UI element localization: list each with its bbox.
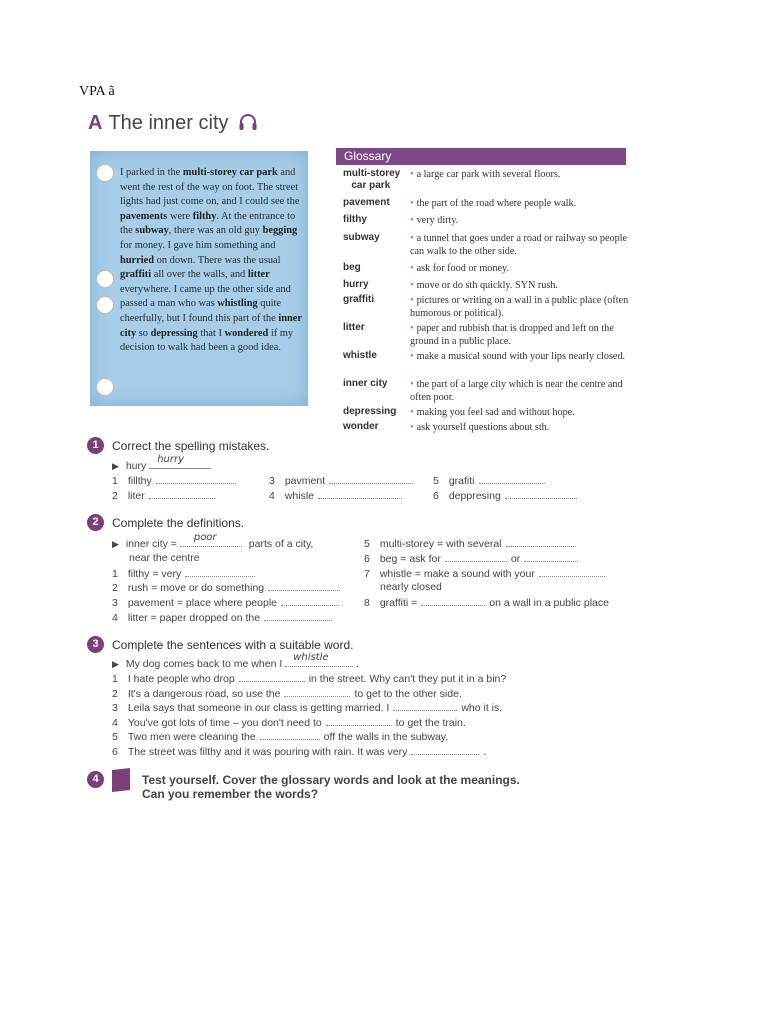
passage-segment: . At the entrance to the [120,210,296,237]
definition-prompt: beg = ask for [379,553,441,565]
bullet-icon: • [410,215,414,226]
misspelled-word: liter [127,490,145,502]
glossary-word: hurry [343,279,369,290]
item-number: 5 [364,538,370,550]
definition-prompt: multi-storey = with several [379,538,502,550]
passage-segment: on down. There was the usual [154,254,281,266]
glossary-word: inner city [343,378,388,389]
answer-blank[interactable] [539,567,605,577]
passage-segment: so [136,327,151,339]
answer-blank[interactable] [421,596,485,606]
example-answer: poor [193,532,217,543]
glossary-word: wonder [343,421,379,432]
glossary-definition [410,322,630,348]
definition-text: pictures or writing on a wall in a public place (often humorous or political). [410,295,629,319]
glossary-word-highlight: hurried [120,254,155,266]
bullet-icon: • [410,422,414,433]
glossary-word-highlight: multi-storey car park [182,167,278,178]
item-number: 2 [112,490,118,502]
answer-blank[interactable] [149,489,215,499]
glossary-word: whistle [343,350,377,361]
example-answer-field[interactable] [180,532,242,547]
glossary-word-highlight: depressing [150,327,198,339]
exercise-1-item [433,474,549,487]
passage-segment: all over the walls, and [151,269,248,281]
glossary-word: filthy [343,214,367,225]
definition-text: the part of the road where people walk. [416,198,577,209]
item-number: 7 [364,568,370,580]
sentence-start: It's a dangerous road, so use the [127,687,281,700]
definition-prompt: graffiti = [379,597,418,609]
exercise-1-number: 1 [87,437,104,454]
definition-text: a large car park with several floors. [416,169,561,180]
bullet-icon: • [410,169,414,180]
exercise-4-line-1: Test yourself. Cover the glossary words and look at the meanings. [142,773,520,787]
glossary-definition [410,294,630,320]
definition-connector: or [510,553,521,565]
bullet-icon: • [410,280,414,291]
headphones-icon [238,113,258,131]
sentence-start: You've got lots of time – you don't need to [127,716,322,729]
bullet-icon: • [410,198,414,209]
sentence-end: in the street. Why can't they put it in a bin? [308,673,507,685]
exercise-1-item [269,489,406,502]
passage-segment: that I [197,327,225,339]
definition-text: move or do sth quickly. SYN rush. [416,280,558,291]
answer-blank[interactable] [329,474,413,484]
glossary-title: Glossary [344,149,392,163]
exercise-2-item [364,567,609,580]
section-letter: A [88,112,103,134]
book-icon [112,768,130,792]
definition-prompt: rush = move or do something [127,582,265,594]
item-number: 3 [112,597,118,609]
item-number: 6 [433,490,439,502]
exercise-1-title: Correct the spelling mistakes. [112,439,270,453]
glossary-word: beg [343,262,361,273]
answer-blank[interactable] [326,716,392,726]
example-suffix: . [356,658,360,670]
binder-hole [96,296,114,314]
exercise-1-item [433,489,581,502]
definition-text: ask for food or money. [416,263,509,274]
example-answer: whistle [293,652,329,663]
definition-prompt: litter = paper dropped on the [127,612,261,624]
example-answer: hurry [157,454,185,465]
exercise-2-item [112,567,259,580]
sentence-end: to get the train. [395,716,466,729]
arrow-icon: ▶ [112,659,119,669]
glossary-word: graffiti [343,294,375,305]
exercise-1-example [112,454,211,472]
glossary-word: multi-storey car park [343,168,401,191]
exercise-2-example-cont: near the centre [129,552,200,564]
item-number: 1 [112,475,118,487]
passage-segment: and went the rest of the way on foot. The street lights had just come on, and I could see the [120,167,300,208]
glossary-word-highlight: whistling [217,298,258,310]
glossary-word-highlight: begging [262,225,298,237]
item-number: 2 [112,582,118,594]
glossary-word: subway [343,232,380,243]
answer-blank[interactable] [393,701,457,711]
example-suffix: parts of a city, [248,538,314,550]
answer-blank[interactable] [284,687,350,697]
item-number: 1 [112,673,118,685]
glossary-definition [410,406,630,419]
answer-blank[interactable] [264,611,332,621]
misspelled-word: deppresing [448,490,501,502]
exercise-3-item [112,701,502,714]
glossary-definition [410,279,630,292]
glossary-word: depressing [343,406,397,417]
glossary-definition [410,421,630,434]
passage-segment: were [167,210,193,222]
glossary-word-highlight: subway [135,225,169,237]
glossary-word-highlight: filthy [192,210,217,222]
example-answer-field[interactable] [149,454,211,469]
glossary-word-highlight: litter [247,269,270,281]
passage-segment: I parked in the [120,167,183,178]
answer-blank[interactable] [260,730,320,740]
example-prefix: inner city = [125,538,177,550]
item-number: 8 [364,597,370,609]
exercise-3-item [112,672,506,685]
glossary-word: litter [343,322,365,333]
glossary-definition [410,262,630,275]
exercise-3-number: 3 [87,636,104,653]
answer-blank[interactable] [239,672,305,682]
exercise-3-item [112,716,466,729]
item-number: 3 [269,475,275,487]
section-title-text: The inner city [108,112,229,134]
exercise-2-item-cont: nearly closed [380,581,442,593]
misspelled-word: fillthy [127,475,152,487]
exercise-3-example [112,652,360,670]
exercise-1-item [112,474,240,487]
passage-segment: quite cheerfully, but I found this part of the [120,298,282,324]
exercise-2-number: 2 [87,514,104,531]
sentence-start: I hate people who drop [127,673,235,685]
definition-suffix: on a wall in a public place [489,597,609,609]
exercise-3-title: Complete the sentences with a suitable word. [112,638,354,652]
glossary-word-highlight: graffiti [120,269,152,281]
exercise-3-item [112,687,462,700]
glossary-definition [410,197,630,210]
definition-text: making you feel sad and without hope. [416,407,575,418]
exercise-2-item [112,611,336,624]
glossary-definition [410,232,630,258]
exercise-1-item [112,489,219,502]
glossary-word-highlight: pavements [120,210,168,222]
exercise-2-item [112,596,343,609]
answer-blank[interactable] [318,489,402,499]
answer-blank[interactable] [479,474,545,484]
exercise-2-item [364,537,580,550]
answer-blank[interactable] [411,745,479,755]
exercise-2-item [364,596,609,609]
definition-text: paper and rubbish that is dropped and left on the ground in a public place. [410,323,614,347]
passage-segment: if my decision to walk had been a good idea. [120,327,294,354]
definition-text: a tunnel that goes under a road or railway so people can walk to the other side. [410,233,628,257]
definition-prompt: filthy = very [127,568,182,580]
passage-segment: for money. I gave him something and [120,239,276,251]
passage-segment: , there was an old guy [168,225,263,237]
glossary-definition [410,168,630,181]
exercise-3-item [112,745,486,758]
item-number: 4 [112,716,118,729]
answer-blank[interactable] [185,567,255,577]
definition-prompt: pavement = place where people [127,597,277,609]
definition-text: make a musical sound with your lips nearly closed. [416,351,626,362]
sentence-start: Leila says that someone in our class is getting married. I [127,702,390,715]
bullet-icon: • [410,351,414,362]
glossary-definition [410,378,630,404]
glossary-word: pavement [343,197,390,208]
answer-blank[interactable] [505,489,577,499]
bullet-icon: • [410,233,414,244]
glossary-definition [410,350,630,363]
answer-blank[interactable] [156,474,236,484]
arrow-icon: ▶ [112,461,119,471]
exercise-4-line-2: Can you remember the words? [142,787,319,801]
item-number: 5 [433,475,439,487]
header-code: VPA ã [79,84,115,99]
glossary-word-highlight: inner city [120,312,302,339]
exercise-2-item [364,552,582,565]
example-word: hury [125,460,147,472]
item-number: 6 [112,746,118,758]
item-number: 4 [112,612,118,624]
item-number: 4 [269,490,275,502]
answer-blank[interactable] [268,581,340,591]
bullet-icon: • [410,295,414,306]
definition-text: ask yourself questions about sth. [416,422,550,433]
misspelled-word: pavment [284,475,326,487]
glossary-word-highlight: wondered [224,327,269,339]
sentence-start: The street was filthy and it was pouring with rain. It was very [127,746,408,758]
exercise-1-item [269,474,417,487]
binder-hole [96,164,114,182]
item-number: 3 [112,702,118,715]
answer-blank[interactable] [445,552,507,562]
reading-passage-text [120,166,306,356]
definition-text: very dirty. [416,215,459,226]
glossary-definition [410,214,630,227]
definition-text: the part of a large city which is near the centre and often poor. [410,379,623,403]
exercise-2-item [112,581,344,594]
section-title [88,112,258,135]
misspelled-word: grafiti [448,475,475,487]
sentence-end: who it is. [461,702,503,715]
bullet-icon: • [410,263,414,274]
item-number: 5 [112,731,118,744]
example-prefix: My dog comes back to me when I [125,658,283,670]
exercise-3-item [112,730,448,743]
binder-hole [96,270,114,288]
exercise-2-example [112,532,314,550]
sentence-end: . [483,746,487,758]
sentence-start: Two men were cleaning the [127,731,256,744]
item-number: 1 [112,568,118,580]
answer-blank[interactable] [281,596,339,606]
passage-segment: everywhere. I came up the other side and passed a man who was [120,283,291,310]
answer-blank[interactable] [524,552,578,562]
sentence-end: off the walls in the subway. [323,731,449,744]
binder-hole [96,378,114,396]
bullet-icon: • [410,407,414,418]
exercise-4-number: 4 [87,771,104,788]
definition-prompt: whistle = make a sound with your [379,568,535,580]
misspelled-word: whisle [284,490,315,502]
item-number: 2 [112,687,118,700]
item-number: 6 [364,553,370,565]
example-answer-field[interactable] [285,652,353,667]
answer-blank[interactable] [506,537,576,547]
bullet-icon: • [410,323,414,334]
arrow-icon: ▶ [112,539,119,549]
sentence-end: to get to the other side. [354,687,462,700]
exercise-2-title: Complete the definitions. [112,516,245,530]
bullet-icon: • [410,379,414,390]
